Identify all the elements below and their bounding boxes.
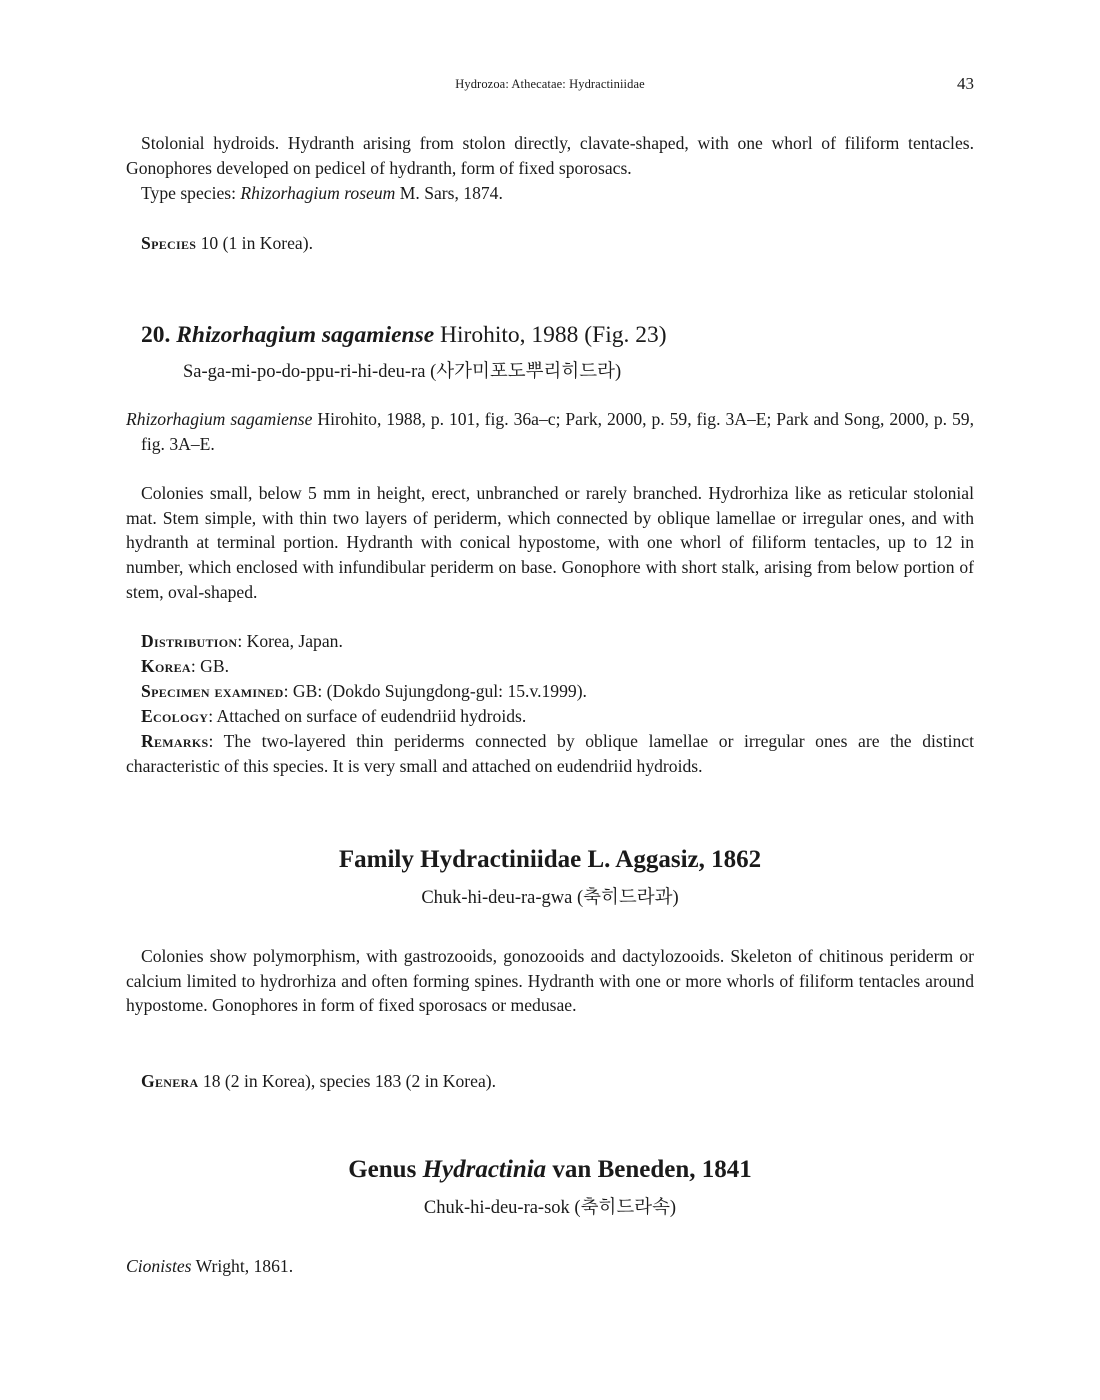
genus-heading-prefix: Genus (348, 1156, 423, 1183)
distribution-text: : Korea, Japan. (237, 631, 343, 651)
genus-heading (126, 1156, 974, 1184)
synonymy-paragraph (126, 407, 974, 456)
genus-synonym-name: Cionistes (126, 1256, 192, 1276)
synonymy-name: Rhizorhagium sagamiense (126, 409, 313, 429)
running-head: Hydrozoa: Athecatae: Hydractiniidae (455, 77, 645, 91)
genus-synonym-line (126, 1254, 974, 1279)
remarks-paragraph (126, 729, 974, 778)
type-species-line (141, 181, 989, 206)
genus-description-paragraph: Stolonial hydroids. Hydranth arising from stolon directly, clavate-shaped, with one whorl of filiform tentacles. Gonophores developed on pedicel of hydranth, form of fixed sporosacs. (126, 133, 974, 178)
page-number: 43 (957, 74, 974, 93)
korea-text: : GB. (190, 656, 229, 676)
page (126, 0, 974, 1400)
family-description: Colonies show polymorphism, with gastrozooids, gonozooids and dactylozooids. Skeleton of chitinous periderm or calcium limited to hydrorhiza and often forming spines. Hydranth with one or more whorls of filiform tentacles around hypostome. Gonophores in form of fixed sporosacs or medusae. (126, 946, 974, 1016)
genus-heading-name: Hydractinia (422, 1156, 547, 1183)
distribution-label: Distribution (141, 631, 238, 651)
specimen-examined-text: : GB: (Dokdo Sujungdong-gul: 15.v.1999). (283, 681, 587, 701)
type-species-name: Rhizorhagium roseum (240, 183, 396, 203)
ecology-label: Ecology (141, 706, 209, 726)
genus-korean-name: Chuk-hi-deu-ra-sok (축히드라속) (423, 1198, 677, 1218)
genera-count-label: Genera (141, 1071, 199, 1091)
family-korean-name: Chuk-hi-deu-ra-gwa (축히드라과) (421, 888, 679, 908)
species-heading (141, 322, 667, 349)
remarks-label: Remarks (141, 731, 209, 751)
genus-synonym-text: Wright, 1861. (191, 1256, 294, 1276)
korea-line (141, 654, 989, 679)
species-name: Rhizorhagium sagamiense (176, 322, 435, 348)
korea-label: Korea (141, 656, 191, 676)
distribution-line (141, 629, 989, 654)
species-count (141, 231, 989, 256)
genera-count-text: 18 (2 in Korea), species 183 (2 in Korea). (198, 1071, 497, 1091)
specimen-examined-line (141, 679, 989, 704)
species-count-text: 10 (1 in Korea). (196, 233, 313, 253)
species-description: Colonies small, below 5 mm in height, erect, unbranched or rarely branched. Hydrorhiza like as reticular stolonial mat. Stem simple, with thin two layers of periderm, which connected by oblique lamellae or irregular ones, and with hydranth at terminal portion. Hydranth with conical hypostome, with one whorl of filiform tentacles, up to 12 in number, which enclosed with infundibular periderm on base. Gonophore with short stalk, arising from below portion of stem, oval-shaped. (126, 483, 974, 602)
genera-count (141, 1069, 989, 1094)
species-count-label: Species (141, 233, 197, 253)
remarks-text: : The two-layered thin periderms connected by oblique lamellae or irregular ones are the distinct characteristic of this species. It is very small and attached on eudendriid hydroids. (126, 731, 974, 776)
genus-heading-suffix: van Beneden, 1841 (546, 1156, 752, 1183)
specimen-examined-label: Specimen examined (141, 681, 284, 701)
ecology-text: : Attached on surface of eudendriid hydroids. (208, 706, 527, 726)
type-species-author: M. Sars, 1874. (395, 183, 503, 203)
species-author: Hirohito, 1988 (Fig. 23) (434, 322, 667, 348)
type-species-label: Type species: (141, 183, 241, 203)
species-number: 20. (141, 322, 171, 348)
family-heading: Family Hydractiniidae L. Aggasiz, 1862 (338, 846, 762, 873)
species-korean-name: Sa-ga-mi-po-do-ppu-ri-hi-deu-ra (사가미포도뿌리히드라) (183, 362, 622, 382)
synonymy-text: Hirohito, 1988, p. 101, fig. 36a–c; Park, 2000, p. 59, fig. 3A–E; Park and Song, 2000, p. 59, fig. 3A–E. (141, 409, 974, 454)
ecology-line (141, 704, 989, 729)
